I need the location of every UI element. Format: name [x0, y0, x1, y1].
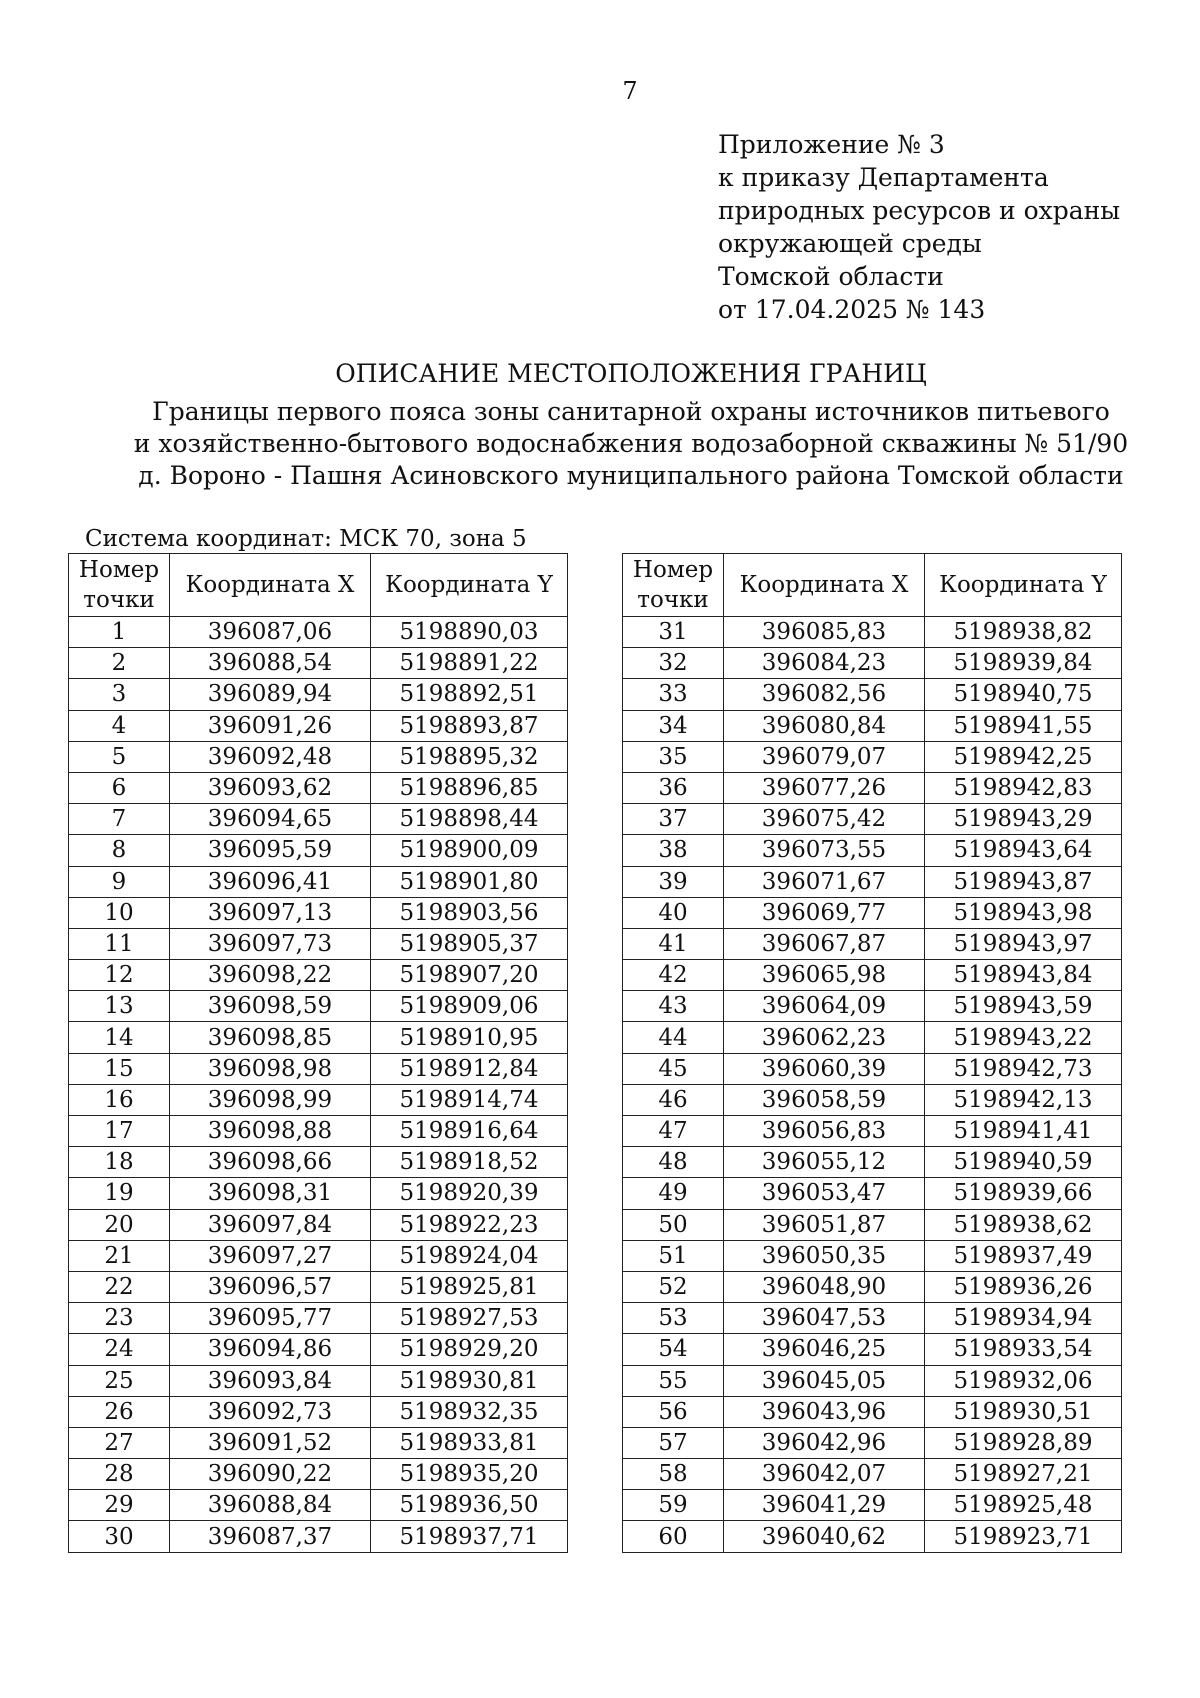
table-row — [69, 1303, 568, 1334]
table-row — [623, 1240, 1122, 1271]
cell-point-number: 23 — [69, 1303, 170, 1334]
cell-coordinate-y: 5198896,85 — [371, 772, 568, 803]
table-row — [623, 1334, 1122, 1365]
cell-coordinate-y: 5198930,51 — [925, 1396, 1122, 1427]
cell-point-number: 21 — [69, 1240, 170, 1271]
cell-point-number: 26 — [69, 1396, 170, 1427]
cell-coordinate-y: 5198942,13 — [925, 1084, 1122, 1115]
cell-coordinate-y: 5198940,75 — [925, 679, 1122, 710]
cell-coordinate-x: 396060,39 — [724, 1053, 925, 1084]
cell-point-number: 36 — [623, 772, 724, 803]
cell-coordinate-y: 5198927,21 — [925, 1459, 1122, 1490]
cell-coordinate-x: 396058,59 — [724, 1084, 925, 1115]
cell-coordinate-x: 396091,26 — [170, 710, 371, 741]
table-row — [623, 1116, 1122, 1147]
cell-point-number: 18 — [69, 1147, 170, 1178]
cell-coordinate-x: 396050,35 — [724, 1240, 925, 1271]
cell-point-number: 8 — [69, 835, 170, 866]
table-row — [623, 1303, 1122, 1334]
cell-coordinate-x: 396092,73 — [170, 1396, 371, 1427]
cell-point-number: 25 — [69, 1365, 170, 1396]
table-row — [623, 897, 1122, 928]
cell-coordinate-x: 396098,66 — [170, 1147, 371, 1178]
coordinate-system-label: Система координат: МСК 70, зона 5 — [85, 526, 527, 552]
cell-coordinate-x: 396064,09 — [724, 991, 925, 1022]
cell-point-number: 5 — [69, 741, 170, 772]
table-row — [69, 866, 568, 897]
cell-coordinate-x: 396088,54 — [170, 648, 371, 679]
cell-point-number: 55 — [623, 1365, 724, 1396]
cell-coordinate-y: 5198933,81 — [371, 1427, 568, 1458]
cell-point-number: 44 — [623, 1022, 724, 1053]
cell-coordinate-x: 396041,29 — [724, 1490, 925, 1521]
header-coordinate-x: Координата X — [724, 554, 925, 617]
cell-coordinate-x: 396098,22 — [170, 960, 371, 991]
table-row — [69, 1459, 568, 1490]
cell-point-number: 38 — [623, 835, 724, 866]
cell-point-number: 57 — [623, 1427, 724, 1458]
cell-coordinate-y: 5198935,20 — [371, 1459, 568, 1490]
cell-coordinate-y: 5198890,03 — [371, 617, 568, 648]
table-row — [623, 1084, 1122, 1115]
cell-coordinate-y: 5198941,41 — [925, 1116, 1122, 1147]
cell-coordinate-y: 5198939,84 — [925, 648, 1122, 679]
cell-coordinate-y: 5198932,35 — [371, 1396, 568, 1427]
cell-coordinate-y: 5198912,84 — [371, 1053, 568, 1084]
table-row — [623, 1490, 1122, 1521]
cell-coordinate-x: 396098,98 — [170, 1053, 371, 1084]
cell-point-number: 1 — [69, 617, 170, 648]
cell-coordinate-y: 5198932,06 — [925, 1365, 1122, 1396]
cell-coordinate-y: 5198943,59 — [925, 991, 1122, 1022]
cell-coordinate-y: 5198907,20 — [371, 960, 568, 991]
table-row — [69, 897, 568, 928]
cell-point-number: 9 — [69, 866, 170, 897]
cell-coordinate-x: 396096,41 — [170, 866, 371, 897]
header-number-line2: точки — [637, 587, 709, 613]
cell-coordinate-y: 5198925,48 — [925, 1490, 1122, 1521]
cell-coordinate-y: 5198918,52 — [371, 1147, 568, 1178]
table-row — [623, 1271, 1122, 1302]
cell-point-number: 7 — [69, 804, 170, 835]
cell-coordinate-x: 396097,73 — [170, 928, 371, 959]
cell-coordinate-x: 396093,62 — [170, 772, 371, 803]
cell-coordinate-y: 5198914,74 — [371, 1084, 568, 1115]
subtitle-line: Границы первого пояса зоны санитарной охраны источников питьевого — [152, 397, 1110, 426]
cell-coordinate-y: 5198943,84 — [925, 960, 1122, 991]
cell-coordinate-x: 396098,59 — [170, 991, 371, 1022]
cell-coordinate-x: 396045,05 — [724, 1365, 925, 1396]
cell-point-number: 58 — [623, 1459, 724, 1490]
cell-coordinate-y: 5198895,32 — [371, 741, 568, 772]
cell-coordinate-x: 396093,84 — [170, 1365, 371, 1396]
cell-coordinate-x: 396091,52 — [170, 1427, 371, 1458]
cell-coordinate-x: 396055,12 — [724, 1147, 925, 1178]
cell-coordinate-y: 5198934,94 — [925, 1303, 1122, 1334]
page-number: 7 — [622, 77, 638, 105]
cell-point-number: 54 — [623, 1334, 724, 1365]
cell-coordinate-y: 5198943,98 — [925, 897, 1122, 928]
cell-coordinate-y: 5198930,81 — [371, 1365, 568, 1396]
cell-coordinate-y: 5198891,22 — [371, 648, 568, 679]
cell-point-number: 37 — [623, 804, 724, 835]
cell-coordinate-y: 5198923,71 — [925, 1521, 1122, 1552]
table-row — [69, 1427, 568, 1458]
appendix-line: к приказу Департамента — [718, 163, 1049, 192]
header-coordinate-x: Координата X — [170, 554, 371, 617]
cell-coordinate-x: 396043,96 — [724, 1396, 925, 1427]
cell-coordinate-x: 396062,23 — [724, 1022, 925, 1053]
cell-point-number: 59 — [623, 1490, 724, 1521]
table-row — [623, 741, 1122, 772]
cell-point-number: 14 — [69, 1022, 170, 1053]
cell-coordinate-y: 5198892,51 — [371, 679, 568, 710]
cell-coordinate-x: 396051,87 — [724, 1209, 925, 1240]
table-row — [69, 835, 568, 866]
cell-point-number: 4 — [69, 710, 170, 741]
cell-coordinate-x: 396094,86 — [170, 1334, 371, 1365]
cell-coordinate-y: 5198893,87 — [371, 710, 568, 741]
cell-point-number: 45 — [623, 1053, 724, 1084]
header-coordinate-y: Координата Y — [371, 554, 568, 617]
cell-point-number: 41 — [623, 928, 724, 959]
table-row — [69, 1022, 568, 1053]
appendix-line: Приложение № 3 — [718, 130, 945, 159]
table-row — [623, 991, 1122, 1022]
cell-coordinate-y: 5198942,25 — [925, 741, 1122, 772]
table-row — [69, 741, 568, 772]
cell-point-number: 56 — [623, 1396, 724, 1427]
cell-coordinate-x: 396080,84 — [724, 710, 925, 741]
cell-coordinate-x: 396098,99 — [170, 1084, 371, 1115]
cell-coordinate-x: 396096,57 — [170, 1271, 371, 1302]
cell-point-number: 47 — [623, 1116, 724, 1147]
coordinates-table-right — [622, 553, 1122, 1553]
table-row — [623, 1178, 1122, 1209]
cell-coordinate-x: 396084,23 — [724, 648, 925, 679]
cell-coordinate-y: 5198940,59 — [925, 1147, 1122, 1178]
cell-point-number: 49 — [623, 1178, 724, 1209]
cell-coordinate-y: 5198903,56 — [371, 897, 568, 928]
cell-point-number: 19 — [69, 1178, 170, 1209]
table-row — [69, 648, 568, 679]
header-point-number — [623, 554, 724, 617]
cell-coordinate-y: 5198933,54 — [925, 1334, 1122, 1365]
cell-point-number: 30 — [69, 1521, 170, 1552]
table-row — [69, 1209, 568, 1240]
table-row — [623, 617, 1122, 648]
table-row — [69, 1396, 568, 1427]
table-row — [69, 1116, 568, 1147]
cell-coordinate-y: 5198927,53 — [371, 1303, 568, 1334]
cell-point-number: 11 — [69, 928, 170, 959]
table-row — [69, 1053, 568, 1084]
cell-coordinate-y: 5198943,22 — [925, 1022, 1122, 1053]
subtitle-line: д. Вороно - Пашня Асиновского муниципального района Томской области — [138, 461, 1124, 490]
table-row — [69, 1334, 568, 1365]
table-row — [623, 928, 1122, 959]
cell-coordinate-x: 396094,65 — [170, 804, 371, 835]
table-row — [69, 804, 568, 835]
cell-coordinate-y: 5198938,82 — [925, 617, 1122, 648]
appendix-line: окружающей среды — [718, 229, 982, 258]
cell-coordinate-y: 5198942,73 — [925, 1053, 1122, 1084]
cell-coordinate-y: 5198943,97 — [925, 928, 1122, 959]
cell-coordinate-y: 5198939,66 — [925, 1178, 1122, 1209]
cell-coordinate-x: 396085,83 — [724, 617, 925, 648]
cell-point-number: 20 — [69, 1209, 170, 1240]
cell-coordinate-x: 396079,07 — [724, 741, 925, 772]
table-row — [623, 772, 1122, 803]
cell-coordinate-x: 396056,83 — [724, 1116, 925, 1147]
cell-point-number: 3 — [69, 679, 170, 710]
cell-coordinate-x: 396048,90 — [724, 1271, 925, 1302]
cell-coordinate-y: 5198909,06 — [371, 991, 568, 1022]
cell-coordinate-x: 396069,77 — [724, 897, 925, 928]
table-row — [69, 772, 568, 803]
table-row — [69, 991, 568, 1022]
cell-point-number: 51 — [623, 1240, 724, 1271]
cell-coordinate-y: 5198943,64 — [925, 835, 1122, 866]
cell-point-number: 29 — [69, 1490, 170, 1521]
cell-coordinate-y: 5198910,95 — [371, 1022, 568, 1053]
header-point-number — [69, 554, 170, 617]
table-row — [69, 1490, 568, 1521]
cell-coordinate-x: 396073,55 — [724, 835, 925, 866]
table-row — [623, 1459, 1122, 1490]
cell-coordinate-y: 5198905,37 — [371, 928, 568, 959]
cell-point-number: 50 — [623, 1209, 724, 1240]
cell-coordinate-x: 396042,07 — [724, 1459, 925, 1490]
cell-point-number: 32 — [623, 648, 724, 679]
cell-point-number: 24 — [69, 1334, 170, 1365]
cell-point-number: 34 — [623, 710, 724, 741]
table-header-row — [623, 554, 1122, 617]
cell-coordinate-x: 396040,62 — [724, 1521, 925, 1552]
cell-coordinate-x: 396092,48 — [170, 741, 371, 772]
cell-point-number: 22 — [69, 1271, 170, 1302]
appendix-block — [718, 128, 1120, 326]
cell-point-number: 10 — [69, 897, 170, 928]
cell-coordinate-x: 396098,31 — [170, 1178, 371, 1209]
table-row — [623, 1053, 1122, 1084]
cell-coordinate-y: 5198922,23 — [371, 1209, 568, 1240]
cell-point-number: 42 — [623, 960, 724, 991]
cell-point-number: 39 — [623, 866, 724, 897]
cell-coordinate-y: 5198938,62 — [925, 1209, 1122, 1240]
cell-coordinate-y: 5198937,49 — [925, 1240, 1122, 1271]
cell-point-number: 16 — [69, 1084, 170, 1115]
appendix-line: от 17.04.2025 № 143 — [718, 295, 986, 324]
table-row — [623, 710, 1122, 741]
cell-point-number: 13 — [69, 991, 170, 1022]
cell-coordinate-x: 396042,96 — [724, 1427, 925, 1458]
table-row — [623, 1147, 1122, 1178]
table-row — [623, 1521, 1122, 1552]
header-coordinate-y: Координата Y — [925, 554, 1122, 617]
cell-coordinate-x: 396047,53 — [724, 1303, 925, 1334]
cell-point-number: 46 — [623, 1084, 724, 1115]
cell-coordinate-y: 5198900,09 — [371, 835, 568, 866]
table-row — [69, 679, 568, 710]
table-row — [69, 928, 568, 959]
cell-point-number: 12 — [69, 960, 170, 991]
cell-coordinate-x: 396082,56 — [724, 679, 925, 710]
cell-point-number: 43 — [623, 991, 724, 1022]
cell-coordinate-x: 396065,98 — [724, 960, 925, 991]
cell-point-number: 48 — [623, 1147, 724, 1178]
table-row — [69, 1521, 568, 1552]
table-row — [69, 617, 568, 648]
table-row — [623, 835, 1122, 866]
table-header-row — [69, 554, 568, 617]
cell-point-number: 27 — [69, 1427, 170, 1458]
cell-point-number: 52 — [623, 1271, 724, 1302]
table-row — [623, 679, 1122, 710]
cell-coordinate-x: 396087,06 — [170, 617, 371, 648]
cell-coordinate-y: 5198936,26 — [925, 1271, 1122, 1302]
header-number-line1: Номер — [632, 557, 714, 583]
table-row — [69, 1271, 568, 1302]
table-row — [69, 960, 568, 991]
cell-coordinate-y: 5198925,81 — [371, 1271, 568, 1302]
cell-coordinate-x: 396090,22 — [170, 1459, 371, 1490]
cell-point-number: 53 — [623, 1303, 724, 1334]
cell-coordinate-y: 5198943,29 — [925, 804, 1122, 835]
cell-coordinate-y: 5198943,87 — [925, 866, 1122, 897]
cell-coordinate-y: 5198929,20 — [371, 1334, 568, 1365]
cell-coordinate-y: 5198901,80 — [371, 866, 568, 897]
cell-point-number: 15 — [69, 1053, 170, 1084]
table-row — [69, 1240, 568, 1271]
cell-coordinate-x: 396098,88 — [170, 1116, 371, 1147]
cell-coordinate-x: 396075,42 — [724, 804, 925, 835]
cell-coordinate-x: 396097,13 — [170, 897, 371, 928]
cell-coordinate-x: 396087,37 — [170, 1521, 371, 1552]
cell-coordinate-x: 396097,27 — [170, 1240, 371, 1271]
table-row — [623, 1427, 1122, 1458]
cell-coordinate-x: 396089,94 — [170, 679, 371, 710]
table-row — [623, 804, 1122, 835]
cell-coordinate-y: 5198916,64 — [371, 1116, 568, 1147]
cell-coordinate-y: 5198941,55 — [925, 710, 1122, 741]
cell-point-number: 2 — [69, 648, 170, 679]
cell-coordinate-x: 396095,77 — [170, 1303, 371, 1334]
cell-coordinate-x: 396098,85 — [170, 1022, 371, 1053]
table-row — [623, 960, 1122, 991]
cell-point-number: 40 — [623, 897, 724, 928]
table-row — [623, 1396, 1122, 1427]
table-row — [69, 1178, 568, 1209]
cell-coordinate-y: 5198942,83 — [925, 772, 1122, 803]
cell-coordinate-x: 396071,67 — [724, 866, 925, 897]
table-row — [623, 648, 1122, 679]
cell-point-number: 6 — [69, 772, 170, 803]
cell-coordinate-y: 5198928,89 — [925, 1427, 1122, 1458]
cell-coordinate-x: 396067,87 — [724, 928, 925, 959]
cell-point-number: 33 — [623, 679, 724, 710]
table-row — [623, 1022, 1122, 1053]
cell-point-number: 28 — [69, 1459, 170, 1490]
table-row — [69, 710, 568, 741]
cell-coordinate-y: 5198924,04 — [371, 1240, 568, 1271]
cell-coordinate-x: 396097,84 — [170, 1209, 371, 1240]
cell-coordinate-y: 5198920,39 — [371, 1178, 568, 1209]
appendix-line: природных ресурсов и охраны — [718, 196, 1121, 225]
cell-coordinate-y: 5198898,44 — [371, 804, 568, 835]
cell-point-number: 35 — [623, 741, 724, 772]
table-row — [623, 866, 1122, 897]
cell-coordinate-x: 396046,25 — [724, 1334, 925, 1365]
cell-point-number: 17 — [69, 1116, 170, 1147]
document-title: ОПИСАНИЕ МЕСТОПОЛОЖЕНИЯ ГРАНИЦ — [335, 359, 927, 388]
coordinates-table-left — [68, 553, 568, 1553]
cell-coordinate-y: 5198936,50 — [371, 1490, 568, 1521]
cell-point-number: 60 — [623, 1521, 724, 1552]
table-row — [69, 1365, 568, 1396]
table-row — [623, 1365, 1122, 1396]
table-row — [69, 1147, 568, 1178]
cell-coordinate-y: 5198937,71 — [371, 1521, 568, 1552]
header-number-line2: точки — [83, 587, 155, 613]
table-row — [69, 1084, 568, 1115]
appendix-line: Томской области — [718, 262, 944, 291]
cell-coordinate-x: 396077,26 — [724, 772, 925, 803]
subtitle-line: и хозяйственно-бытового водоснабжения водозаборной скважины № 51/90 — [133, 429, 1129, 458]
cell-coordinate-x: 396053,47 — [724, 1178, 925, 1209]
cell-coordinate-x: 396095,59 — [170, 835, 371, 866]
cell-point-number: 31 — [623, 617, 724, 648]
table-row — [623, 1209, 1122, 1240]
header-number-line1: Номер — [78, 557, 160, 583]
cell-coordinate-x: 396088,84 — [170, 1490, 371, 1521]
